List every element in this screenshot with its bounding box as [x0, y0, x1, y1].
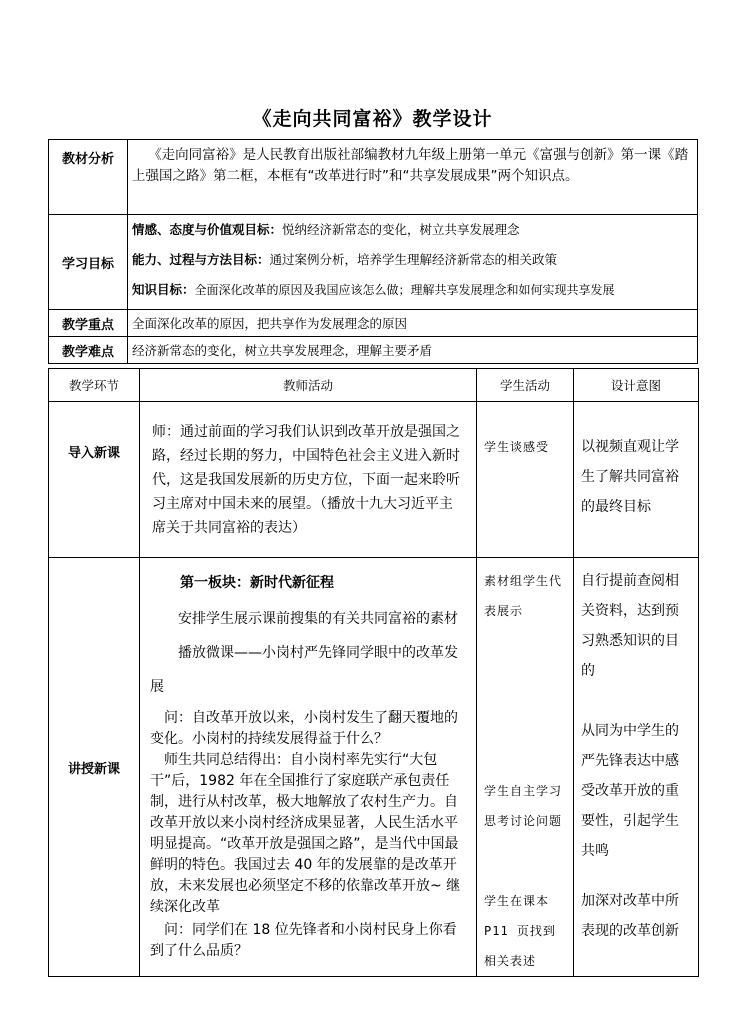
key-label: 教学重点 [49, 310, 128, 337]
teacher-paragraph: 播放微课——小岗村严先锋同学眼中的改革发展 [150, 645, 458, 695]
teacher-paragraph: 师生共同总结得出：自小岗村率先实行“大包干”后，1982 年在全国推行了家庭联产承包责任制，进行从村改革，极大地解放了农村生产力。自改革开放以来小岗村经济成果显著，人民生活水平明显提高。“改革开放是强国之路”，是当代中国最鲜明的特色。我国过去 40 年的发展靠的是改革开放，未来发展也必须坚定不移的依靠改革开放~ 继续深化改革 [150, 752, 461, 915]
process-table [48, 368, 699, 977]
goal-item [132, 275, 693, 305]
design-intent: 从同为中学生的严先锋表达中感受改革开放的重要性，引起学生共鸣 [581, 723, 679, 859]
process-header-row [49, 369, 699, 402]
analysis-paragraph: 《走向同富裕》是人民教育出版社部编教材九年级上册第一单元《富强与创新》第一课《踏上强国之路》第二框，本框有“改革进行时”和“共享发展成果”两个知识点。 [132, 147, 689, 184]
teacher-lecture [140, 558, 477, 977]
student-activity: 学生在课本 P11 页找到相关表述 [484, 894, 556, 968]
stage-lecture: 讲授新课 [49, 558, 140, 977]
goal-text: 全面深化改革的原因及我国应该怎么做；理解共享发展理念和如何实现共享发展 [194, 283, 615, 297]
goal-key: 能力、过程与方法目标： [132, 252, 270, 267]
teacher-paragraph: 问：自改革开放以来，小岗村发生了翻天覆地的变化。小岗村的持续发展得益于什么？ [150, 710, 458, 747]
header-teacher: 教师活动 [140, 369, 477, 402]
goal-item [132, 215, 693, 245]
design-intro: 以视频直观让学生了解共同富裕的最终目标 [574, 402, 699, 558]
key-text: 全面深化改革的原因，把共享作为发展理念的原因 [128, 310, 698, 337]
goals-cell [128, 215, 698, 310]
goals-label: 学习目标 [49, 215, 128, 310]
goal-item [132, 245, 693, 275]
student-activity: 素材组学生代表展示 [484, 574, 563, 618]
analysis-text [128, 140, 698, 215]
header-design: 设计意图 [574, 369, 699, 402]
goal-key: 情感、态度与价值观目标： [132, 222, 283, 237]
lecture-row [49, 558, 699, 977]
student-activity: 学生自主学习思考讨论问题 [484, 784, 563, 828]
overview-table [48, 139, 698, 364]
design-lecture [574, 558, 699, 977]
design-intent: 自行提前查阅相关资料，达到预习熟悉知识的目的 [581, 573, 679, 679]
student-lecture [477, 558, 574, 977]
difficult-row [49, 337, 698, 364]
header-stage: 教学环节 [49, 369, 140, 402]
teacher-paragraph: 安排学生展示课前搜集的有关共同富裕的素材 [178, 611, 458, 627]
goal-key: 知识目标： [132, 282, 195, 297]
teacher-intro: 师：通过前面的学习我们认识到改革开放是强国之路，经过长期的努力，中国特色社会主义进入新时代，这是我国发展新的历史方位，下面一起来聆听习主席对中国未来的展望。（播放十九大习近平主席关于共同富裕的表达） [140, 402, 477, 558]
goal-text: 通过案例分析，培养学生理解经济新常态的相关政策 [269, 252, 558, 267]
teacher-block-title: 第一板块：新时代新征程 [180, 575, 334, 591]
design-intent: 加深对改革中所表现的改革创新 [581, 893, 679, 939]
analysis-row [49, 140, 698, 215]
goal-text: 悦纳经济新常态的变化，树立共享发展理念 [282, 222, 520, 237]
intro-row [49, 402, 699, 558]
key-row [49, 310, 698, 337]
analysis-label: 教材分析 [49, 140, 128, 215]
difficult-text: 经济新常态的变化，树立共享发展理念，理解主要矛盾 [128, 337, 698, 364]
page-title: 《走向共同富裕》教学设计 [252, 108, 493, 130]
header-student: 学生活动 [477, 369, 574, 402]
student-intro: 学生谈感受 [477, 402, 574, 558]
teacher-paragraph: 问：同学们在 18 位先锋者和小岗村民身上你看到了什么品质？ [150, 922, 457, 959]
stage-intro: 导入新课 [49, 402, 140, 558]
difficult-label: 教学难点 [49, 337, 128, 364]
goals-row [49, 215, 698, 310]
